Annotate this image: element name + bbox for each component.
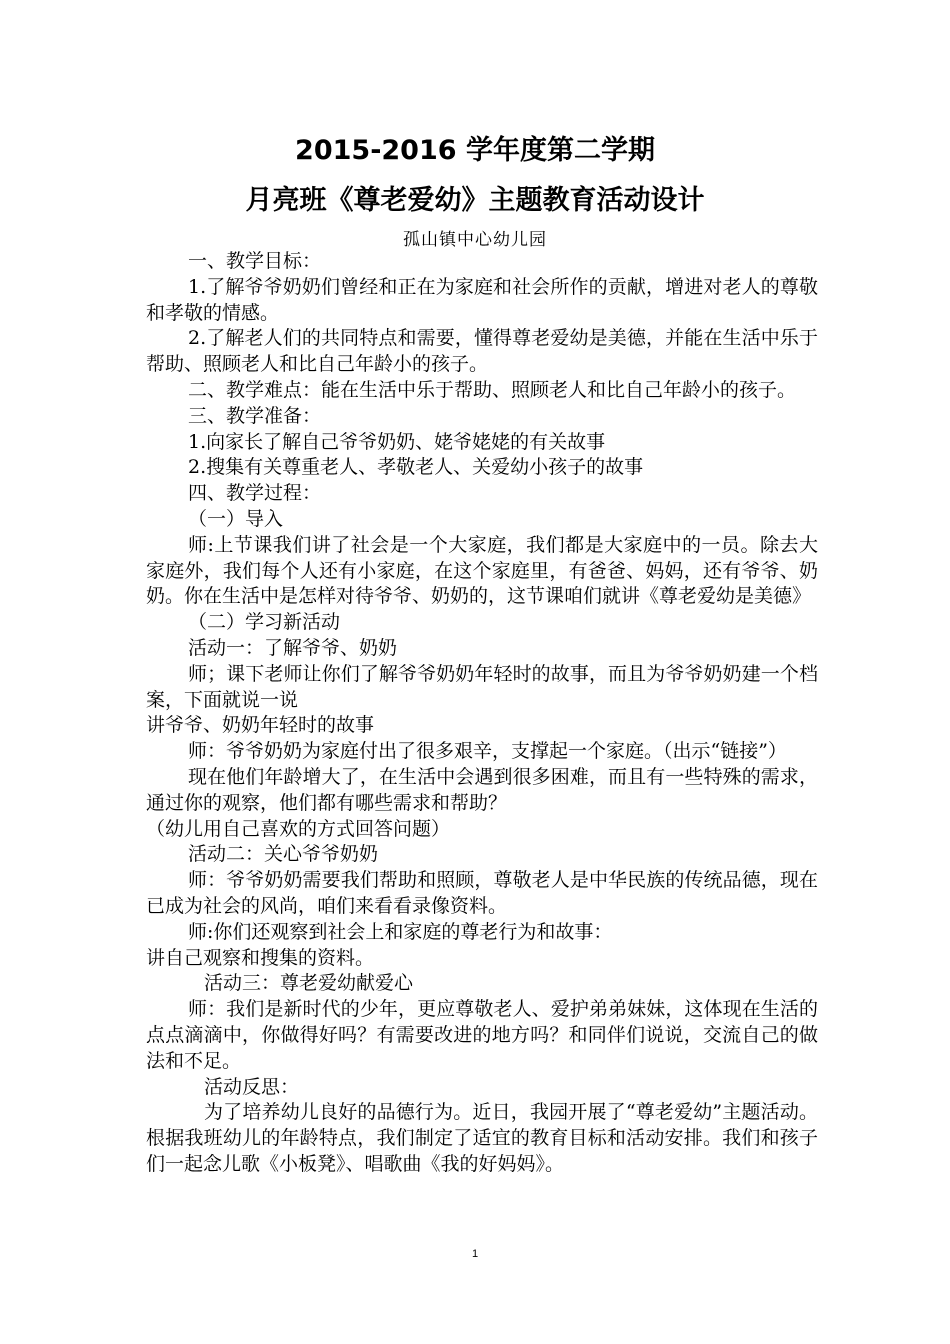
paragraph: 师:你们还观察到社会上和家庭的尊老行为和故事： [188,920,613,943]
paragraph: 讲爷爷、奶奶年轻时的故事 [146,714,375,737]
paragraph: 2.搜集有关尊重老人、孝敬老人、关爱幼小孩子的故事 [188,456,644,479]
page-number: 1 [471,1248,479,1260]
paragraph: 现在他们年龄增大了，在生活中会遇到很多困难，而且有一些特殊的需求，通过你的观察，他们都有哪些需求和帮助？ [146,765,818,814]
document-title-line1: 2015-2016 学年度第二学期 [295,135,655,166]
paragraph: 活动一：了解爷爷、奶奶 [188,636,398,659]
paragraph: 讲自己观察和搜集的资料。 [146,946,375,969]
paragraph: 活动二：关心爷爷奶奶 [188,843,379,866]
paragraph: 活动反思： [204,1075,300,1098]
school-name: 孤山镇中心幼儿园 [403,230,547,250]
paragraph: 师：爷爷奶奶为家庭付出了很多艰辛，支撑起一个家庭。（出示“链接”） [188,740,787,763]
paragraph: 2.了解老人们的共同特点和需要，懂得尊老爱幼是美德，并能在生活中乐于帮助、照顾老人和比自己年龄小的孩子。 [146,327,818,376]
paragraph: 1.了解爷爷奶奶们曾经和正在为家庭和社会所作的贡献，增进对老人的尊敬和孝敬的情感。 [146,275,818,324]
paragraph: （一）导入 [188,507,284,530]
paragraph: 师：我们是新时代的少年，更应尊敬老人、爱护弟弟妹妹，这体现在生活的点点滴滴中，你做得好吗？有需要改进的地方吗？和同伴们说说，交流自己的做法和不足。 [146,998,818,1072]
document-title-line2: 月亮班《尊老爱幼》主题教育活动设计 [245,185,705,216]
paragraph: 师；课下老师让你们了解爷爷奶奶年轻时的故事，而且为爷爷奶奶建一个档案，下面就说一说 [146,662,818,711]
paragraph: （幼儿用自己喜欢的方式回答问题） [146,817,451,840]
paragraph: 四、教学过程： [188,482,322,505]
paragraph: 师：爷爷奶奶需要我们帮助和照顾，尊敬老人是中华民族的传统品德，现在已成为社会的风尚，咱们来看看录像资料。 [146,869,818,917]
paragraph: 三、教学准备： [188,404,322,427]
paragraph: 二、教学难点：能在生活中乐于帮助、照顾老人和比自己年龄小的孩子。 [188,378,797,401]
paragraph: 为了培养幼儿良好的品德行为。近日，我园开展了“尊老爱幼”主题活动。根据我班幼儿的年龄特点，我们制定了适宜的教育目标和活动安排。我们和孩子们一起念儿歌《小板凳》、唱歌曲《我的好妈妈》。 [146,1101,818,1175]
paragraph: 活动三：尊老爱幼献爱心 [204,972,414,995]
document-body [146,249,818,1178]
paragraph: 一、教学目标： [188,250,322,272]
paragraph: 1.向家长了解自己爷爷奶奶、姥爷姥姥的有关故事 [188,430,606,453]
paragraph: （二）学习新活动 [188,611,341,634]
paragraph: 师:上节课我们讲了社会是一个大家庭，我们都是大家庭中的一员。除去大家庭外，我们每个人还有小家庭，在这个家庭里，有爸爸、妈妈，还有爷爷、奶奶。你在生活中是怎样对待爷爷、奶奶的，这节课咱们就讲《尊老爱幼是美德》 [146,533,818,608]
